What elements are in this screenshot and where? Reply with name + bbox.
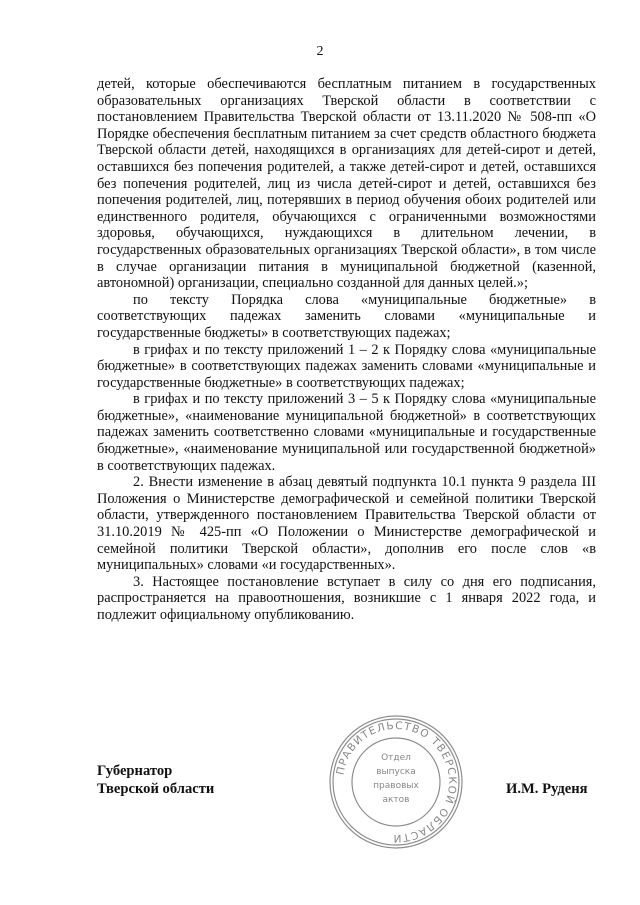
- paragraph-appendices-3-5: в грифах и по тексту приложений 3 – 5 к Порядку слова «муниципальные бюджетные», «наименование муниципальной бюджетной» в соответствующих падежах заменить соответственно словами «муниципальные и государственные бюджетные», «наименование муниципальной или государственной бюджетной» в соответствующих падежах.: [97, 391, 596, 474]
- stamp-line3: правовых: [373, 781, 419, 791]
- page-number: 2: [316, 44, 324, 59]
- paragraph-item-3: 3. Настоящее постановление вступает в силу со дня его подписания, распространяется на правоотношения, возникшие с 1 января 2022 года, и подлежит официальному опубликованию.: [97, 573, 596, 623]
- seal-stamp: [326, 712, 466, 852]
- paragraph-item-2: 2. Внести изменение в абзац девятый подпункта 10.1 пункта 9 раздела III Положения о Министерстве демографической и семейной политики Тверской области, утвержденного постановлением Правительства Тверской области от 31.10.2019 № 425-пп «О Положении о Министерстве демографической и семейной политики Тверской области», дополнив его после слов «в муниципальных» словами «и государственных».: [97, 474, 596, 574]
- paragraph-continuation: детей, которые обеспечиваются бесплатным питанием в государственных образовательных организациях Тверской области в соответствии с постановлением Правительства Тверской области от 13.11.2020 № 508-пп «О Порядке обеспечения бесплатным питанием за счет средств областного бюджета Тверской области детей, находящихся в организациях для детей-сирот и детей, оставшихся без попечения родителей, а также детей-сирот и детей, оставшихся без попечения родителей, лиц из числа детей-сирот и детей, оставшихся без попечения родителей, лиц, потерявших в период обучения обоих родителей или единственного родителя, обучающихся с ограниченными возможностями здоровья, обучающихся, нуждающихся в длительном лечении, в государственных образовательных организациях Тверской области», в том числе в случае организации питания в муниципальной бюджетной (казенной, автономной) организации, специально созданной для данных целей.»;: [97, 76, 596, 292]
- signature-title: [97, 762, 214, 798]
- stamp-ring-text: ПРАВИТЕЛЬСТВО ТВЕРСКОЙ ОБЛАСТИ: [334, 719, 459, 845]
- document-body: [97, 76, 596, 624]
- stamp-line4: актов: [382, 795, 410, 805]
- signature-title-line2: Тверской области: [97, 781, 215, 797]
- signature-title-line1: Губернатор: [97, 763, 173, 779]
- stamp-line2: выпуска: [376, 767, 416, 777]
- stamp-line1: Отдел: [381, 753, 411, 763]
- paragraph-procedure-words: по тексту Порядка слова «муниципальные бюджетные» в соответствующих падежах заменить словами «муниципальные и государственные бюджеты» в соответствующих падежах;: [97, 291, 596, 341]
- signature-name: И.М. Руденя: [506, 781, 588, 797]
- paragraph-appendices-1-2: в грифах и по тексту приложений 1 – 2 к Порядку слова «муниципальные бюджетные» в соответствующих падежах заменить словами «муниципальные и государственные бюджетные» в соответствующих падежах;: [97, 341, 596, 391]
